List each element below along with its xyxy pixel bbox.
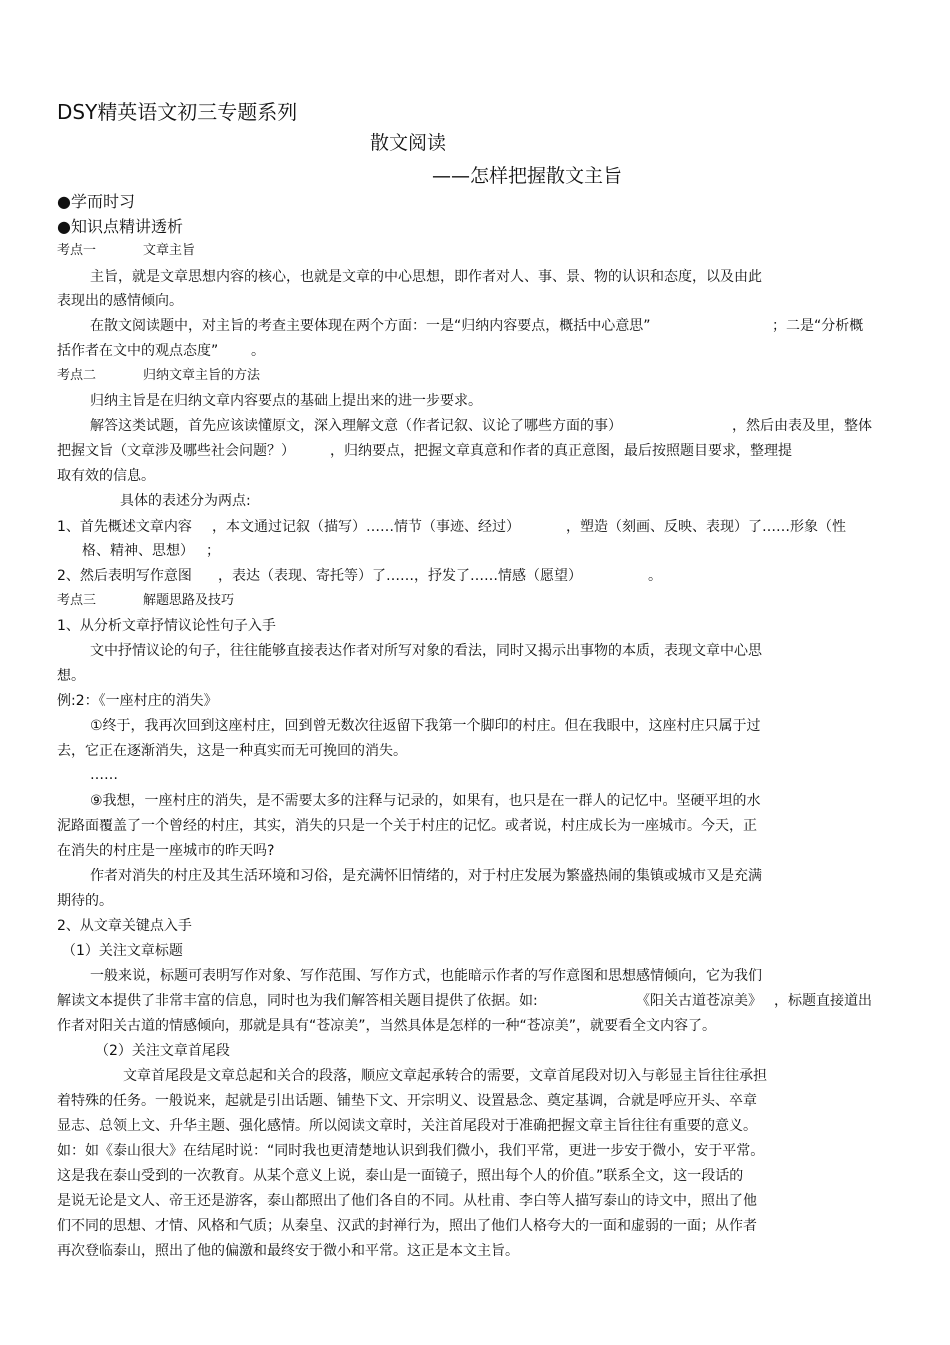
paragraph-line: 期待的。 [57, 893, 113, 909]
paragraph-line: ；二是“分析概 [772, 318, 864, 334]
list-item: 。 [648, 568, 662, 584]
paragraph-line: 《阳关古道苍凉美》 [636, 993, 762, 1009]
page-subtitle: ——怎样把握散文主旨 [432, 165, 623, 187]
paragraph-line: 在散文阅读题中，对主旨的考查主要体现在两个方面：一是“归纳内容要点，概括中心意思” [90, 318, 651, 334]
kaodian-title: 归纳文章主旨的方法 [143, 368, 261, 383]
list-item: ，表达（表现、寄托等）了……，抒发了……情感（愿望） [218, 568, 582, 584]
paragraph-line: 文中抒情议论的句子，往往能够直接表达作者对所写对象的看法，同时又揭示出事物的本质，表现文章中心思 [90, 643, 762, 659]
paragraph-line: 主旨，就是文章思想内容的核心，也就是文章的中心思想，即作者对人、事、景、物的认识和态度，以及由此 [90, 269, 762, 285]
paragraph-line: 们不同的思想、才情、风格和气质；从秦皇、汉武的封禅行为，照出了他们人格夸大的一面和虚弱的一面；从作者 [57, 1218, 757, 1234]
paragraph-line: 想。 [57, 668, 85, 684]
quote-line: 去，它正在逐渐消失，这是一种真实而无可挽回的消失。 [57, 743, 407, 759]
paragraph-line: 。 [251, 343, 265, 359]
paragraph-line: 具体的表述分为两点: [120, 493, 251, 509]
paragraph-line: 文章首尾段是文章总起和关合的段落，顺应文章起承转合的需要，文章首尾段对切入与彰显主旨往往承担 [123, 1068, 767, 1084]
paragraph-line: 作者对阳关古道的情感倾向，那就是具有“苍凉美”，当然具体是怎样的一种“苍凉美”，就要看全文内容了。 [57, 1018, 717, 1034]
kaodian-title: 文章主旨 [143, 243, 196, 258]
list-item: ，本文通过记叙（描写）……情节（事迹、经过） [212, 519, 520, 535]
paragraph-line: ，标题直接道出 [774, 993, 872, 1009]
paragraph-line: 这是我在泰山受到的一次教育。从某个意义上说，泰山是一面镜子，照出每个人的价值。”联系全文，这一段话的 [57, 1168, 744, 1184]
paragraph-line: 作者对消失的村庄及其生活环境和习俗，是充满怀旧情绪的，对于村庄发展为繁盛热闹的集镇或城市又是充满 [90, 868, 762, 884]
list-item: 格、精神、思想） [82, 543, 194, 559]
paragraph-line: 归纳主旨是在归纳文章内容要点的基础上提出来的进一步要求。 [90, 393, 482, 409]
quote-line: ①终于，我再次回到这座村庄，回到曾无数次往返留下我第一个脚印的村庄。但在我眼中，这座村庄只属于过 [90, 718, 761, 734]
list-item: ，塑造（刻画、反映、表现）了……形象（性 [566, 519, 846, 535]
paragraph-line: 一般来说，标题可表明写作对象、写作范围、写作方式，也能暗示作者的写作意图和思想感情倾向，它为我们 [90, 968, 762, 984]
paragraph-line: 取有效的信息。 [57, 468, 155, 484]
paragraph-line: 表现出的感情倾向。 [57, 293, 183, 309]
example-title: 例:2：《一座村庄的消失》 [57, 693, 218, 709]
paragraph-line: 如：如《泰山很大》在结尾时说：“同时我也更清楚地认识到我们微小，我们平常，更进一步安于微小，安于平常。 [57, 1143, 765, 1159]
subheading: （1）关注文章标题 [62, 943, 183, 959]
section-heading: ●学而时习 [57, 192, 135, 211]
paragraph-line: 着特殊的任务。一般说来，起就是引出话题、铺垫下文、开宗明义、设置悬念、奠定基调，合就是呼应开头、卒章 [57, 1093, 757, 1109]
ellipsis: …… [90, 767, 118, 783]
kaodian-label: 考点一 [57, 243, 97, 258]
quote-line: ⑨我想，一座村庄的消失，是不需要太多的注释与记录的，如果有，也只是在一群人的记忆中。坚硬平坦的水 [90, 793, 761, 809]
quote-line: 泥路面覆盖了一个曾经的村庄，其实，消失的只是一个关于村庄的记忆。或者说，村庄成长为一座城市。今天，正 [57, 818, 757, 834]
paragraph-line: 再次登临泰山，照出了他的偏激和最终安于微小和平常。这正是本文主旨。 [57, 1243, 519, 1259]
list-item: 2、然后表明写作意图 [57, 568, 192, 584]
series-title: DSY精英语文初三专题系列 [57, 100, 298, 124]
paragraph-line: 括作者在文中的观点态度” [57, 343, 219, 359]
paragraph-line: 显志、总领上文、升华主题、强化感情。所以阅读文章时，关注首尾段对于准确把握文章主旨往往有重要的意义。 [57, 1118, 757, 1134]
paragraph-line: 解读文本提供了非常丰富的信息，同时也为我们解答相关题目提供了依据。如: [57, 993, 538, 1009]
subheading: 1、从分析文章抒情议论性句子入手 [57, 618, 276, 634]
quote-line: 在消失的村庄是一座城市的昨天吗? [57, 843, 275, 859]
paragraph-line: ，然后由表及里，整体 [732, 418, 872, 434]
subheading: 2、从文章关键点入手 [57, 918, 192, 934]
paragraph-line: 解答这类试题，首先应该读懂原文，深入理解文意（作者记叙、议论了哪些方面的事） [90, 418, 622, 434]
page-title: 散文阅读 [370, 132, 447, 154]
list-item: ； [206, 543, 220, 559]
kaodian-title: 解题思路及技巧 [143, 593, 235, 608]
kaodian-label: 考点二 [57, 368, 97, 383]
paragraph-line: ，归纳要点，把握文章真意和作者的真正意图，最后按照题目要求，整理提 [330, 443, 792, 459]
subheading: （2）关注文章首尾段 [95, 1043, 230, 1059]
paragraph-line: 是说无论是文人、帝王还是游客，泰山都照出了他们各自的不同。从杜甫、李白等人描写泰山的诗文中，照出了他 [57, 1193, 757, 1209]
list-item: 1、首先概述文章内容 [57, 519, 192, 535]
section-heading: ●知识点精讲透析 [57, 217, 183, 236]
paragraph-line: 把握文旨（文章涉及哪些社会问题？） [57, 443, 295, 459]
kaodian-label: 考点三 [57, 593, 97, 608]
